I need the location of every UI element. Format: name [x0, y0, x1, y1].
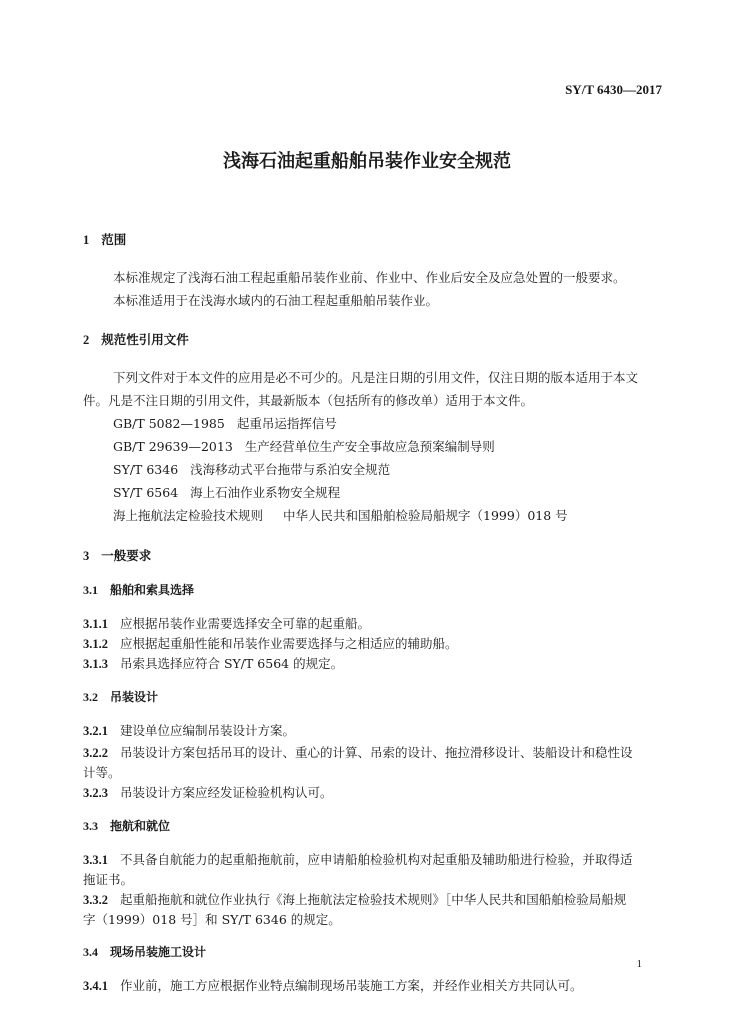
section-title: 一般要求	[101, 548, 152, 563]
paragraph: 下列文件对于本文件的应用是必不可少的。凡是注日期的引用文件，仅注日期的版本适用于本文	[113, 370, 639, 385]
clause-text: 应根据吊装作业需要选择安全可靠的起重船。	[120, 616, 371, 631]
section-number: 2	[83, 333, 90, 347]
subsection-title: 吊装设计	[110, 690, 159, 704]
paragraph: 本标准规定了浅海石油工程起重船吊装作业前、作业中、作业后安全及应急处置的一般要求。	[113, 270, 626, 285]
reference-code: 海上拖航法定检验技术规则	[113, 508, 264, 523]
paragraph-continuation: 件。凡是不注日期的引用文件，其最新版本（包括所有的修改单）适用于本文件。	[83, 393, 534, 408]
clause-continuation: 字（1999）018 号］和 SY/T 6346 的规定。	[83, 912, 341, 927]
subsection-3-4-heading	[83, 943, 206, 960]
clause-text: 起重船拖航和就位作业执行《海上拖航法定检验技术规则》［中华人民共和国船舶检验局船规	[120, 892, 627, 907]
clause-text: 应根据起重船性能和吊装作业需要选择与之相适应的辅助船。	[120, 636, 458, 651]
standard-number: SY/T 6430—2017	[565, 82, 662, 97]
reference-name: 浅海移动式平台拖带与系泊安全规范	[190, 462, 391, 477]
reference-code: SY/T 6346	[113, 462, 179, 477]
section-number: 1	[83, 233, 90, 247]
clause	[83, 721, 295, 739]
reference-name: 起重吊运指挥信号	[236, 416, 337, 431]
reference-item	[113, 437, 495, 455]
clause-number: 3.3.2	[83, 893, 108, 907]
section-title: 范围	[101, 232, 127, 247]
clause-text: 不具备自航能力的起重船拖航前，应申请船舶检验机构对起重船及辅助船进行检验，并取得适	[120, 852, 633, 867]
clause-number: 3.3.1	[83, 853, 108, 867]
subsection-3-3-heading	[83, 817, 170, 834]
subsection-title: 船舶和索具选择	[110, 583, 195, 597]
paragraph: 本标准适用于在浅海水域内的石油工程起重船舶吊装作业。	[113, 293, 439, 308]
clause-number: 3.2.3	[83, 786, 108, 800]
clause-continuation: 计等。	[83, 765, 121, 780]
clause	[83, 783, 333, 801]
clause-number: 3.1.2	[83, 637, 108, 651]
section-3-heading	[83, 546, 151, 564]
section-number: 3	[83, 549, 90, 563]
clause-number: 3.4.1	[83, 979, 108, 993]
reference-item	[113, 460, 390, 478]
subsection-title: 现场吊装施工设计	[110, 945, 207, 959]
clause	[83, 634, 458, 652]
clause-text: 吊装设计方案应经发证检验机构认可。	[120, 785, 333, 800]
subsection-number: 3.3	[83, 819, 98, 833]
clause-text: 建设单位应编制吊装设计方案。	[120, 723, 296, 738]
clause-number: 3.1.3	[83, 657, 108, 671]
section-title: 规范性引用文件	[101, 332, 189, 347]
clause	[83, 976, 583, 994]
clause	[83, 850, 633, 868]
clause-number: 3.2.1	[83, 724, 108, 738]
page-number: 1	[636, 958, 642, 970]
reference-item	[113, 414, 337, 432]
section-2-heading	[83, 330, 189, 348]
subsection-number: 3.2	[83, 690, 98, 704]
document-title: 浅海石油起重船舶吊装作业安全规范	[223, 151, 511, 172]
reference-item	[113, 483, 340, 501]
clause	[83, 743, 633, 761]
clause-number: 3.2.2	[83, 746, 108, 760]
clause	[83, 890, 626, 908]
clause-text: 吊索具选择应符合 SY/T 6564 的规定。	[120, 656, 344, 671]
reference-name: 生产经营单位生产安全事故应急预案编制导则	[244, 439, 495, 454]
reference-name: 中华人民共和国船舶检验局船规字（1999）018 号	[283, 508, 568, 523]
clause-number: 3.1.1	[83, 617, 108, 631]
subsection-3-1-heading	[83, 581, 194, 598]
section-1-heading	[83, 230, 126, 248]
reference-item	[113, 506, 568, 524]
subsection-number: 3.4	[83, 945, 98, 959]
clause-text: 作业前，施工方应根据作业特点编制现场吊装施工方案，并经作业相关方共同认可。	[120, 978, 583, 993]
reference-name: 海上石油作业系物安全规程	[190, 485, 341, 500]
reference-code: SY/T 6564	[113, 485, 179, 500]
reference-code: GB/T 5082—1985	[113, 416, 225, 431]
clause-continuation: 拖证书。	[83, 872, 134, 887]
reference-code: GB/T 29639—2013	[113, 439, 233, 454]
subsection-title: 拖航和就位	[110, 819, 171, 833]
clause	[83, 654, 343, 672]
subsection-number: 3.1	[83, 583, 98, 597]
subsection-3-2-heading	[83, 688, 158, 705]
clause	[83, 614, 370, 632]
clause-text: 吊装设计方案包括吊耳的设计、重心的计算、吊索的设计、拖拉滑移设计、装船设计和稳性设	[120, 745, 633, 760]
